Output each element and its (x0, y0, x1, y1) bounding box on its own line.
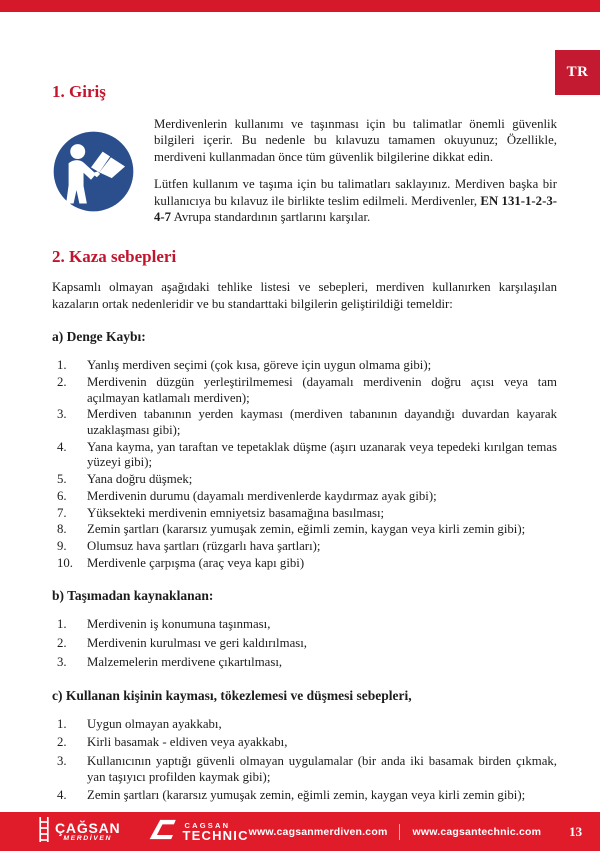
intro-row (52, 116, 557, 236)
list-item: 9. Olumsuz hava şartları (rüzgarlı hava şartları); (57, 538, 321, 553)
subsection-b-heading: b) Taşımadan kaynaklanan: (52, 588, 214, 604)
list-item: 3. Merdiven tabanının yerden kayması (merdiven tabanının dayandığı duvardan kayarak uzaklaşması gibi); (57, 407, 557, 438)
list-item: 1. Uygun olmayan ayakkabı, (57, 716, 222, 731)
standard-reference: EN 131-1-2-3-4-7 (154, 193, 557, 225)
list-item: 5. Yana doğru düşmek; (57, 472, 193, 487)
brand1-subtitle: MERDİVEN (63, 834, 113, 842)
document-page (0, 12, 600, 812)
technic-mark-icon (148, 818, 176, 845)
list-item: 1. Merdivenin iş konumuna taşınması, (57, 617, 271, 632)
brand2-bottom: TECHNIC (182, 827, 249, 843)
url-cagsantechnic[interactable]: www.cagsantechnic.com (412, 825, 542, 838)
cagsan-technic-logo (148, 818, 248, 845)
section-2-intro: Kapsamlı olmayan aşağıdaki tehlike listesi ve sebepleri, merdiven kullanırken karşılaşılan kazaların ortak nedenleridir ve bu standarttaki bilgilerin geliştirildiği temeldir: (52, 280, 557, 311)
list-a-balance-loss (52, 358, 557, 571)
page-number: 13 (569, 823, 583, 839)
intro-paragraph-2: Lütfen kullanım ve taşıma için bu talimatları saklayınız. Merdiven başka bir kullanıcıya bu kılavuz ile birlikte teslim edilmeli. Merdivenler, EN 131-1-2-3-4-7 Avrupa standardının şartlarını karşılar. (154, 177, 557, 225)
list-item: 1. Yanlış merdiven seçimi (çok kısa, göreve için uygun olmama gibi); (57, 358, 432, 373)
subsection-c-heading: c) Kullanan kişinin kayması, tökezlemesi ve düşmesi sebepleri, (52, 687, 412, 703)
list-item: 6. Merdivenin durumu (dayamalı merdivenlerde kaydırmaz ayak gibi); (57, 488, 437, 503)
list-item: 7. Yüksekteki merdivenin emniyetsiz basamağına basılması; (57, 505, 385, 520)
url-cagsanmerdiven[interactable]: www.cagsanmerdiven.com (248, 825, 388, 838)
list-b-transport (52, 617, 557, 670)
brand2-top: CAGSAN (184, 820, 231, 830)
list-c-slip-trip-fall (52, 717, 557, 805)
footer-url-divider (399, 824, 400, 840)
list-item: 4. Yana kayma, yan taraftan ve tepetaklak düşme (aşırı uzanarak veya tepedeki kırılgan temas yüzeyi gibi); (57, 439, 557, 470)
list-item: 2. Kirli basamak - eldiven veya ayakkabı, (57, 735, 288, 750)
footer-urls (249, 824, 542, 840)
subsection-a-heading: a) Denge Kaybı: (52, 329, 146, 345)
intro-text (154, 116, 557, 236)
list-item: 3. Malzemelerin merdivene çıkartılması, (57, 654, 283, 669)
list-item: 2. Merdivenin kurulması ve geri kaldırılması, (57, 636, 307, 651)
list-item: 2. Merdivenin düzgün yerleştirilmemesi (dayamalı merdivenin doğru açısı veya tam açılmayan katlamalı merdiven); (57, 374, 557, 405)
brand1-name: ÇAĞSAN (55, 819, 121, 836)
list-item: 10. Merdivenle çarpışma (araç veya kapı gibi) (57, 555, 305, 570)
section-2-title: 2. Kaza sebepleri (52, 247, 177, 267)
list-item: 4. Zemin şartları (kararsız yumuşak zemin, eğimli zemin, kaygan veya kirli zemin gibi); (57, 788, 526, 803)
ladder-icon (38, 816, 50, 848)
read-manual-icon (52, 130, 135, 236)
cagsan-merdiven-logo (38, 816, 120, 848)
language-tab-tr: TR (555, 50, 600, 95)
list-item: 8. Zemin şartları (kararsız yumuşak zemin, eğimli zemin, kaygan veya kirli zemin gibi); (57, 522, 526, 537)
list-item: 3. Kullanıcının yaptığı güvenli olmayan uygulamalar (bir anda iki basamak birden çıkmak, yan taşıyıcı profilden kaymak gibi); (57, 753, 557, 784)
intro-paragraph-1: Merdivenlerin kullanımı ve taşınması için bu talimatlar önemli güvenlik bilgileri içerir. Bu nedenle bu kılavuzu tamamen okuyunuz; Özellikle, merdiveni kullanmadan önce tüm güvenlik bilgilerine dikkat edin. (154, 117, 557, 164)
footer-bar (0, 812, 600, 851)
section-1-title: 1. Giriş (52, 82, 106, 101)
top-red-bar (0, 0, 600, 12)
